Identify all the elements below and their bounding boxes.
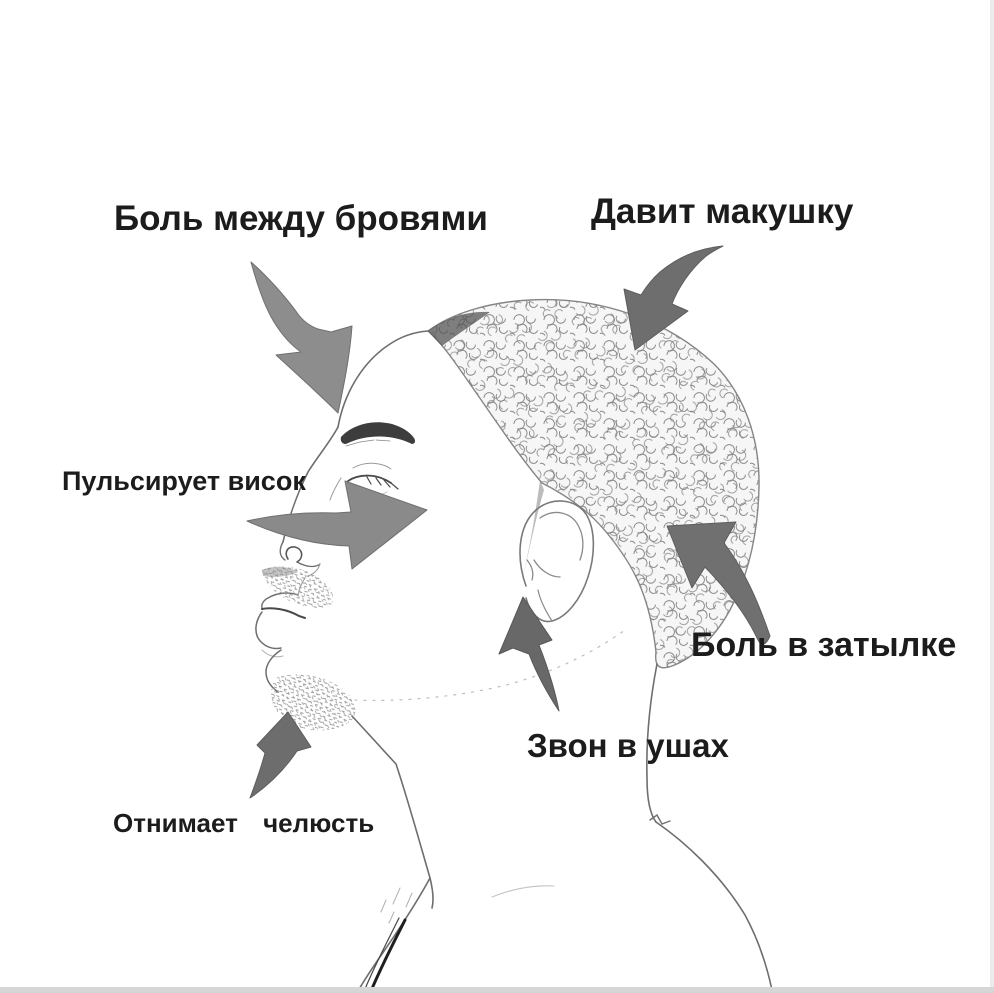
label-pain-in-occiput: Боль в затылке xyxy=(691,626,957,664)
label-ringing-in-ears: Звон в ушах xyxy=(527,727,729,764)
mustache xyxy=(262,566,333,608)
label-pressure-on-crown: Давит макушку xyxy=(591,192,854,231)
label-pulsing-temple: Пульсирует висок xyxy=(62,466,306,496)
label-pain-between-brows: Боль между бровями xyxy=(114,199,488,238)
ear xyxy=(520,501,593,622)
image-right-edge xyxy=(990,0,994,993)
image-bottom-edge xyxy=(0,987,994,993)
arrow-brow-icon xyxy=(251,262,352,413)
hair xyxy=(428,300,759,668)
arrow-ear-icon xyxy=(499,597,559,711)
label-numb-jaw: Отнимает челюсть xyxy=(113,808,375,838)
eyebrow xyxy=(341,422,415,446)
collar-line xyxy=(371,920,405,991)
